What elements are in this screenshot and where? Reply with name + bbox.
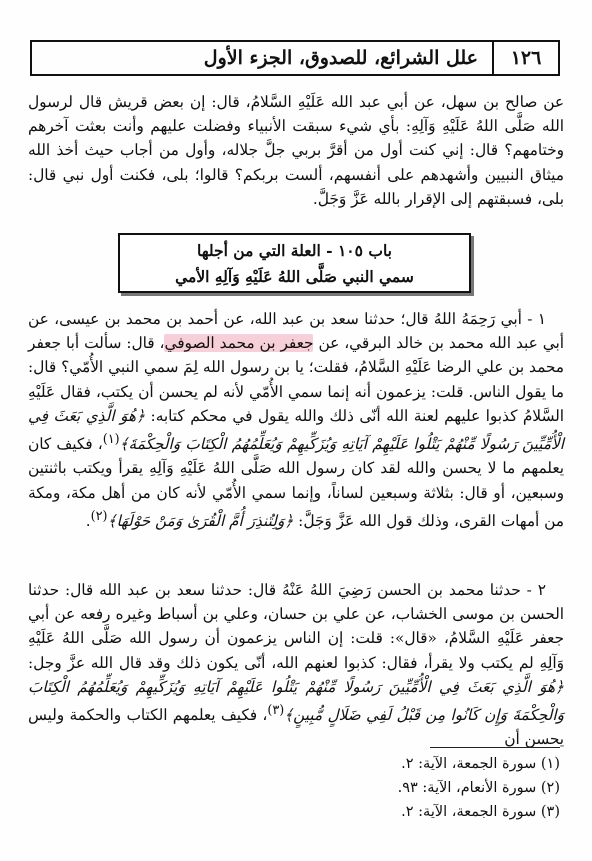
footnote-ref-2: (٢) <box>90 508 108 524</box>
footnote-1: (١) سورة الجمعة، الآية: ٢. <box>401 756 560 772</box>
page-header <box>30 40 560 76</box>
hadith-2 <box>28 578 564 752</box>
quran-verse-2: ﴿وَلِتُنذِرَ أُمَّ الْقُرَىٰ وَمَنْ حَوْلَهَا﴾ <box>107 511 294 530</box>
highlighted-name: جعفر بن محمد الصوفي <box>164 334 314 353</box>
hadith-1-part3: ، فكيف كان يعلمهم ما لا يحسن والله لقد كان رسول الله صَلَّى اللهُ عَلَيْهِ وَآلِهِ يقرأ ويكتب باثنتين وسبعين، أو قال: بثلاثة وسبعين لساناً، وإنما سمي الأُمّي لأنه كان من أهل مكة، ومكة من أمهات القرى، وذلك قول الله عَزَّ وَجَلَّ: <box>28 435 564 530</box>
hadith-1-text <box>28 307 564 533</box>
footnote-2: (٢) سورة الأنعام، الآية: ٩٣. <box>397 780 560 796</box>
quran-verse-1: ﴿هُوَ الَّذِي بَعَثَ فِي الْأُمِّيِّينَ رَسُولًا مِّنْهُمْ يَتْلُوا عَلَيْهِمْ آيَاتِهِ وَيُزَكِّيهِمْ وَيُعَلِّمُهُمُ الْكِتَابَ وَالْحِكْمَةَ﴾ <box>28 406 564 454</box>
footnote-3: (٣) سورة الجمعة، الآية: ٢. <box>401 804 560 820</box>
footnote-ref-1: (١) <box>102 432 120 448</box>
hadith-2-part1: ٢ - حدثنا محمد بن الحسن رَضِيَ اللهُ عَنْهُ قال: حدثنا سعد بن عبد الله قال: حدثنا الحسن بن موسى الخشاب، عن علي بن حسان، وعلي بن أسباط وغيره رفعه عن أبي جعفر عَلَيْهِ السَّلامُ، «قال»: قلت: إن الناس يزعمون أن رسول الله صَلَّى اللهُ عَلَيْهِ وَآلِهِ لم يكتب ولا يقرأ، فقال: كذبوا لعنهم الله، أنّى يكون ذلك وقد قال الله عزَّ وجل: <box>28 581 564 672</box>
hadith-2-part2: ، فكيف يعلمهم الكتاب والحكمة وليس يحسن أن <box>28 706 564 749</box>
hadith-1 <box>28 307 564 533</box>
footnote-ref-3: (٣) <box>267 703 285 719</box>
hadith-1-part2: ، قال: سألت أبا جعفر محمد بن علي الرضا عَلَيْهِ السَّلامُ، فقلت؛ يا بن رسول الله لِمَ سمي النبي الأُمّي؟ قال: ما يقول الناس. قلت: يزعمون أنه إنما سمي الأُمّي لأنه لم يحسن أن يكتب، فقال عَلَيْهِ السَّلامُ كذبوا عليهم لعنة الله أنّى ذلك والله يقول في محكم كتابه: <box>28 334 564 425</box>
chapter-title-line1: باب ١٠٥ - العلة التي من أجلها <box>197 241 392 260</box>
intro-paragraph <box>28 90 564 211</box>
page-number: ١٢٦ <box>492 42 558 74</box>
intro-text: عن صالح بن سهل، عن أبي عبد الله عَلَيْهِ السَّلامُ، قال: إن بعض قريش قال لرسول الله صَلَّى اللهُ عَلَيْهِ وَآلِهِ: بأي شيء سبقت الأنبياء وفضلت عليهم وأنت بعثت آخرهم وختامهم؟ قال: إني كنت أول من أقرَّ بربي جلَّ جلاله، وأول من أجاب حيث أخذ الله ميثاق النبيين وأشهدهم على أنفسهم، ألست بربكم؟ قالوا؛ بلى، فكنت أول نبي قال: بلى، فسبقتهم إلى الإقرار بالله عَزَّ وَجَلَّ. <box>28 93 564 208</box>
hadith-1-end: . <box>85 511 91 530</box>
chapter-heading <box>118 233 471 293</box>
hadith-1-part1: ١ - أبي رَحِمَهُ اللهُ قال؛ حدثنا سعد بن عبد الله، عن أحمد بن محمد بن عيسى، عن أبي عبد الله محمد بن خالد البرقي، عن <box>28 310 564 353</box>
chapter-title-line2: سمي النبي صَلَّى اللهُ عَلَيْهِ وَآلِهِ الأمي <box>175 267 414 286</box>
footnotes <box>260 752 560 824</box>
quran-verse-3: ﴿هُوَ الَّذِي بَعَثَ فِي الْأُمِّيِّينَ رَسُولًا مِّنْهُمْ يَتْلُوا عَلَيْهِمْ آيَاتِهِ وَيُزَكِّيهِمْ وَيُعَلِّمُهُمُ الْكِتَابَ وَالْحِكْمَةَ وَإِن كَانُوا مِن قَبْلُ لَفِي ضَلَالٍ مُّبِينٍ﴾ <box>28 677 564 725</box>
footnote-divider <box>430 747 560 748</box>
hadith-2-text <box>28 578 564 752</box>
book-title: علل الشرائع، للصدوق، الجزء الأول <box>203 47 478 69</box>
